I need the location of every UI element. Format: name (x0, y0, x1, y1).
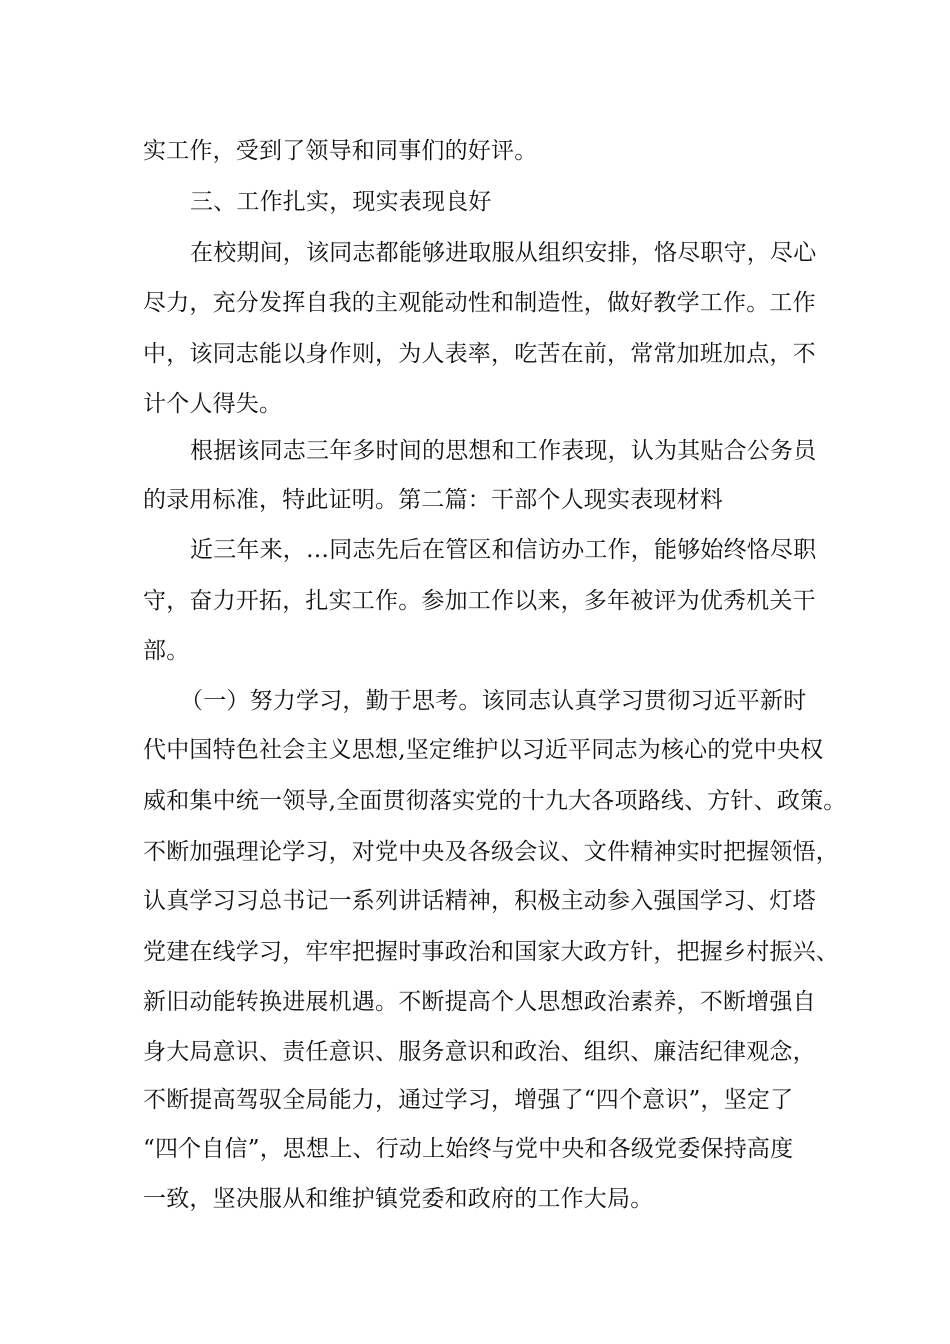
text-line: 近三年来，…同志先后在管区和信访办工作，能够始终恪尽职 (190, 537, 817, 563)
text-line: 根据该同志三年多时间的思想和工作表现，认为其贴合公务员 (190, 438, 817, 464)
text-line: 新旧动能转换进展机遇。不断提高个人思想政治素养，不断增强自 (143, 989, 816, 1015)
text-line: 代中国特色社会主义思想,坚定维护以习近平同志为核心的党中央权 (143, 737, 824, 763)
text-line: 中，该同志能以身作则，为人表率，吃苦在前，常常加班加点，不 (143, 341, 816, 367)
text-line: 在校期间，该同志都能够进取服从组织安排，恪尽职守，尽心 (190, 240, 817, 266)
text-line: 不断加强理论学习，对党中央及各级会议、文件精神实时把握领悟， (143, 839, 839, 865)
text-line: 计个人得失。 (143, 391, 283, 417)
text-line: 尽力，充分发挥自我的主观能动性和制造性，做好教学工作。工作 (143, 290, 816, 316)
text-line: 身大局意识、责任意识、服务意识和政治、组织、廉洁纪律观念， (143, 1039, 816, 1065)
text-line: “四个自信”，思想上、行动上始终与党中央和各级党委保持高度 (143, 1136, 794, 1162)
text-line: 认真学习习总书记一系列讲话精神，积极主动参入强国学习、灯塔 (143, 888, 816, 914)
text-line: 部。 (143, 638, 190, 664)
text-line: 实工作，受到了领导和同事们的好评。 (143, 138, 538, 164)
text-line: 一致，坚决服从和维护镇党委和政府的工作大局。 (143, 1186, 654, 1212)
section-heading: 三、工作扎实，现实表现良好 (190, 189, 492, 215)
text-line: 党建在线学习，牢牢把握时事政治和国家大政方针，把握乡村振兴、 (143, 939, 839, 965)
text-line: 守，奋力开拓，扎实工作。参加工作以来，多年被评为优秀机关干 (143, 588, 816, 614)
text-line: （一）努力学习，勤于思考。该同志认真学习贯彻习近平新时 (180, 688, 807, 714)
text-line: 威和集中统一领导,全面贯彻落实党的十九大各项路线、方针、政策。 (143, 788, 847, 814)
text-line: 不断提高驾驭全局能力，通过学习，增强了“四个意识”，坚定了 (143, 1087, 794, 1113)
text-line: 的录用标准，特此证明。第二篇：干部个人现实表现材料 (143, 487, 723, 513)
